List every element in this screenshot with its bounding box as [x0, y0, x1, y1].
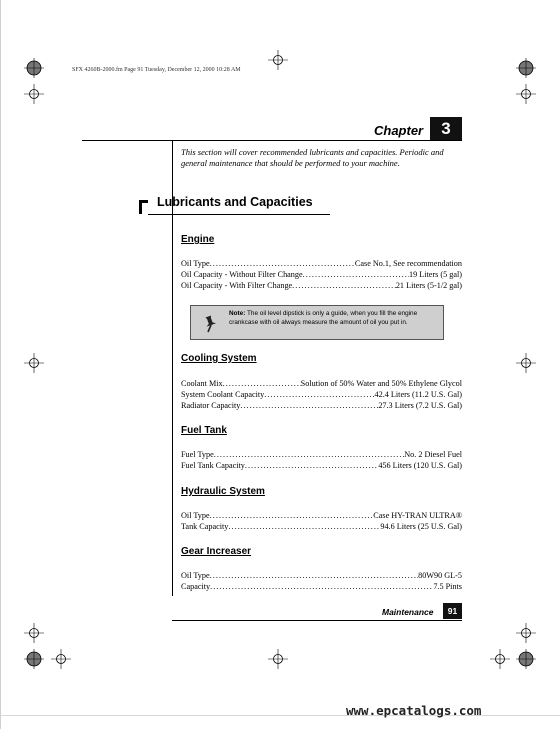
leader-dots — [210, 258, 355, 269]
spec-row — [181, 521, 462, 532]
note-text — [229, 310, 435, 327]
footer-section-label: Maintenance — [382, 607, 434, 617]
spec-row — [181, 460, 462, 471]
intro-text: This section will cover recommended lubricants and capacities. Periodic and general maintenance that should be performed to your machine. — [181, 147, 444, 168]
section-marker — [139, 200, 148, 214]
registration-mark-icon — [516, 649, 536, 669]
registration-mark-icon — [24, 649, 44, 669]
note-label: Note: — [229, 310, 246, 317]
leader-dots — [210, 510, 374, 521]
spec-label: Oil Capacity - With Filter Change — [181, 281, 293, 290]
leader-dots — [292, 280, 396, 291]
spec-label: Fuel Type — [181, 450, 214, 459]
spec-value: 42.4 Liters (11.2 U.S. Gal) — [374, 390, 462, 399]
section-rule — [148, 214, 330, 215]
file-header: SFX 4260B-2000.fm Page 91 Tuesday, December 12, 2000 10:28 AM — [72, 67, 241, 73]
spec-row — [181, 258, 462, 269]
spec-row — [181, 378, 462, 389]
registration-mark-icon — [516, 58, 536, 78]
leader-dots — [223, 378, 301, 389]
crosshair-mark-icon — [490, 649, 510, 669]
crosshair-mark-icon — [24, 84, 44, 104]
spec-label: System Coolant Capacity — [181, 390, 265, 399]
page-edge — [0, 0, 1, 729]
leader-dots — [228, 521, 380, 532]
crosshair-mark-icon — [268, 50, 288, 70]
spec-row — [181, 570, 462, 581]
subsection-title-gear-increaser: Gear Increaser — [181, 546, 252, 557]
note-box — [190, 305, 444, 340]
watermark: www.epcatalogs.com — [346, 703, 482, 718]
spec-label: Oil Type — [181, 259, 210, 268]
spec-label: Capacity — [181, 582, 211, 591]
spec-row — [181, 449, 462, 460]
spec-label: Oil Type — [181, 571, 210, 580]
spec-value: 456 Liters (120 U.S. Gal) — [378, 461, 462, 470]
leader-dots — [210, 570, 418, 581]
chapter-label: Chapter — [374, 123, 424, 138]
spec-value: Case HY-TRAN ULTRA® — [373, 511, 462, 520]
crosshair-mark-icon — [24, 353, 44, 373]
leader-dots — [214, 449, 405, 460]
spec-row — [181, 389, 462, 400]
spec-row — [181, 269, 462, 280]
section-title: Lubricants and Capacities — [157, 195, 313, 209]
spec-value: 80W90 GL-5 — [418, 571, 462, 580]
spec-row — [181, 400, 462, 411]
spec-value: 19 Liters (5 gal) — [409, 270, 462, 279]
subsection-title-fuel-tank: Fuel Tank — [181, 425, 227, 436]
crosshair-mark-icon — [516, 353, 536, 373]
spec-row — [181, 581, 462, 592]
leader-dots — [303, 269, 409, 280]
pushpin-icon — [203, 315, 219, 333]
crosshair-mark-icon — [268, 649, 288, 669]
spec-row — [181, 510, 462, 521]
spec-value: Case No.1, See recommendation — [354, 259, 462, 268]
spec-label: Oil Capacity - Without Filter Change — [181, 270, 303, 279]
subsection-title-hydraulic-system: Hydraulic System — [181, 486, 265, 497]
spec-value: 27.3 Liters (7.2 U.S. Gal) — [378, 401, 462, 410]
spec-value: 94.6 Liters (25 U.S. Gal) — [380, 522, 462, 531]
leader-dots — [240, 400, 378, 411]
subsection-title-engine: Engine — [181, 234, 215, 245]
spec-label: Coolant Mix — [181, 379, 223, 388]
chapter-number: 3 — [430, 117, 462, 140]
spec-value: Solution of 50% Water and 50% Ethylene Glycol — [300, 379, 462, 388]
page-number: 91 — [443, 603, 462, 619]
spec-value: 7.5 Pints — [433, 582, 462, 591]
spec-value: No. 2 Diesel Fuel — [404, 450, 462, 459]
spec-value: 21 Liters (5-1/2 gal) — [395, 281, 462, 290]
crosshair-mark-icon — [516, 623, 536, 643]
leader-dots — [210, 581, 433, 592]
subsection-title-cooling-system: Cooling System — [181, 353, 257, 364]
footer-rule — [172, 620, 462, 621]
crosshair-mark-icon — [24, 623, 44, 643]
spec-label: Oil Type — [181, 511, 210, 520]
spec-label: Tank Capacity — [181, 522, 229, 531]
registration-mark-icon — [24, 58, 44, 78]
spec-label: Fuel Tank Capacity — [181, 461, 245, 470]
crosshair-mark-icon — [51, 649, 71, 669]
leader-dots — [264, 389, 374, 400]
leader-dots — [245, 460, 378, 471]
crosshair-mark-icon — [516, 84, 536, 104]
spec-row — [181, 280, 462, 291]
note-body: The oil level dipstick is only a guide, when you fill the engine crankcase with oil always measure the amount of oil you put in. — [229, 310, 418, 326]
chapter-rule — [82, 140, 462, 141]
spec-label: Radiator Capacity — [181, 401, 241, 410]
